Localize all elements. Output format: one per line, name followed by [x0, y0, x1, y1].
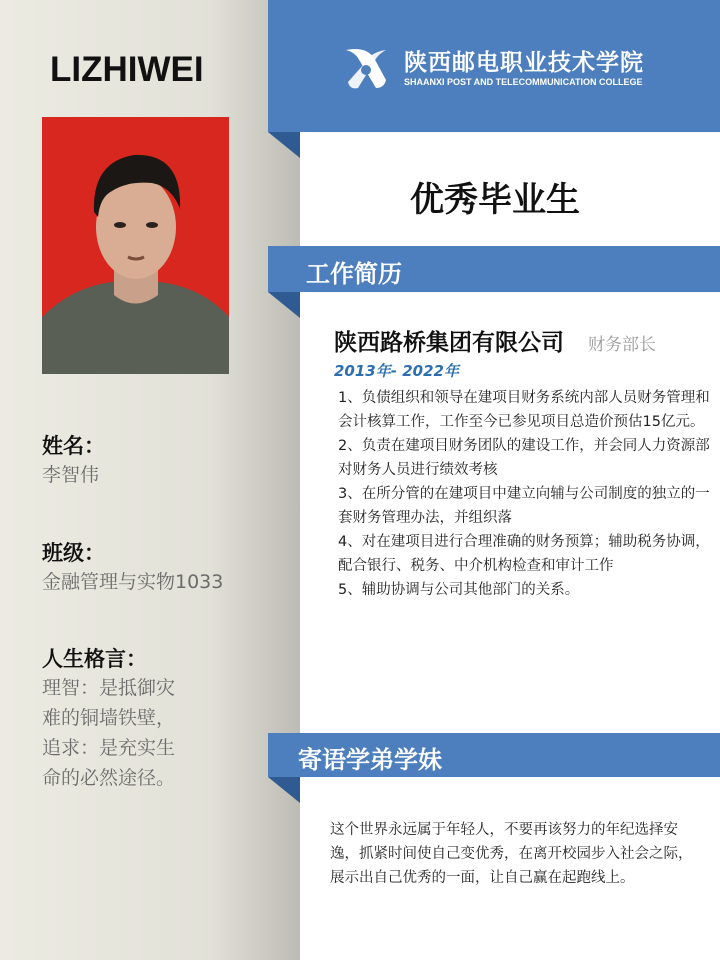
message-fold	[268, 777, 300, 803]
class-value: 金融管理与实物1033	[42, 571, 224, 593]
duty-item: 3、在所分管的在建项目中建立向辅与公司制度的独立的一套财务管理办法，并组织落	[338, 486, 710, 526]
duty-item: 2、负责在建项目财务团队的建设工作，并会同人力资源部对财务人员进行绩效考核	[338, 438, 710, 478]
name-value: 李智伟	[42, 464, 100, 486]
profile-photo	[42, 117, 229, 374]
name-label: 姓名：	[42, 434, 105, 458]
message-bar	[268, 733, 720, 777]
duty-item: 5、辅助协调与公司其他部门的关系。	[338, 582, 580, 598]
college-logo-icon	[340, 44, 392, 94]
job-position: 财务部长	[588, 335, 656, 355]
message-title: 寄语学弟学妹	[298, 746, 442, 774]
page-title: 优秀毕业生	[410, 180, 580, 220]
college-name-cn: 陕西邮电职业技术学院	[404, 50, 644, 76]
work-history-fold	[268, 292, 300, 318]
class-label: 班级：	[42, 541, 105, 565]
work-period: 2013年- 2022年	[334, 362, 459, 380]
company-name: 陕西路桥集团有限公司	[334, 330, 564, 356]
college-name-en: SHAANXI POST AND TELECOMMUNICATION COLLEGE	[404, 77, 643, 87]
header-fold	[268, 132, 300, 158]
english-name: LIZHIWEI	[50, 50, 204, 89]
motto-value: 理智：是抵御灾难的铜墙铁壁，追求：是充实生命的必然途径。	[42, 677, 176, 789]
work-history-bar	[268, 246, 720, 292]
work-history-title: 工作简历	[306, 260, 402, 288]
duty-item: 1、负债组织和领导在建项目财务系统内部人员财务管理和会计核算工作，工作至今已参见项目总造价预估15亿元。	[338, 390, 710, 430]
duties-list	[338, 386, 710, 602]
duty-item: 4、对在建项目进行合理准确的财务预算；辅助税务协调，配合银行、税务、中介机构检查和审计工作	[338, 534, 710, 574]
motto-label: 人生格言：	[42, 647, 147, 671]
message-text: 这个世界永远属于年轻人，不要再该努力的年纪选择安逸，抓紧时间使自己变优秀，在离开校园步入社会之际，展示出自己优秀的一面，让自己赢在起跑线上。	[330, 822, 693, 886]
